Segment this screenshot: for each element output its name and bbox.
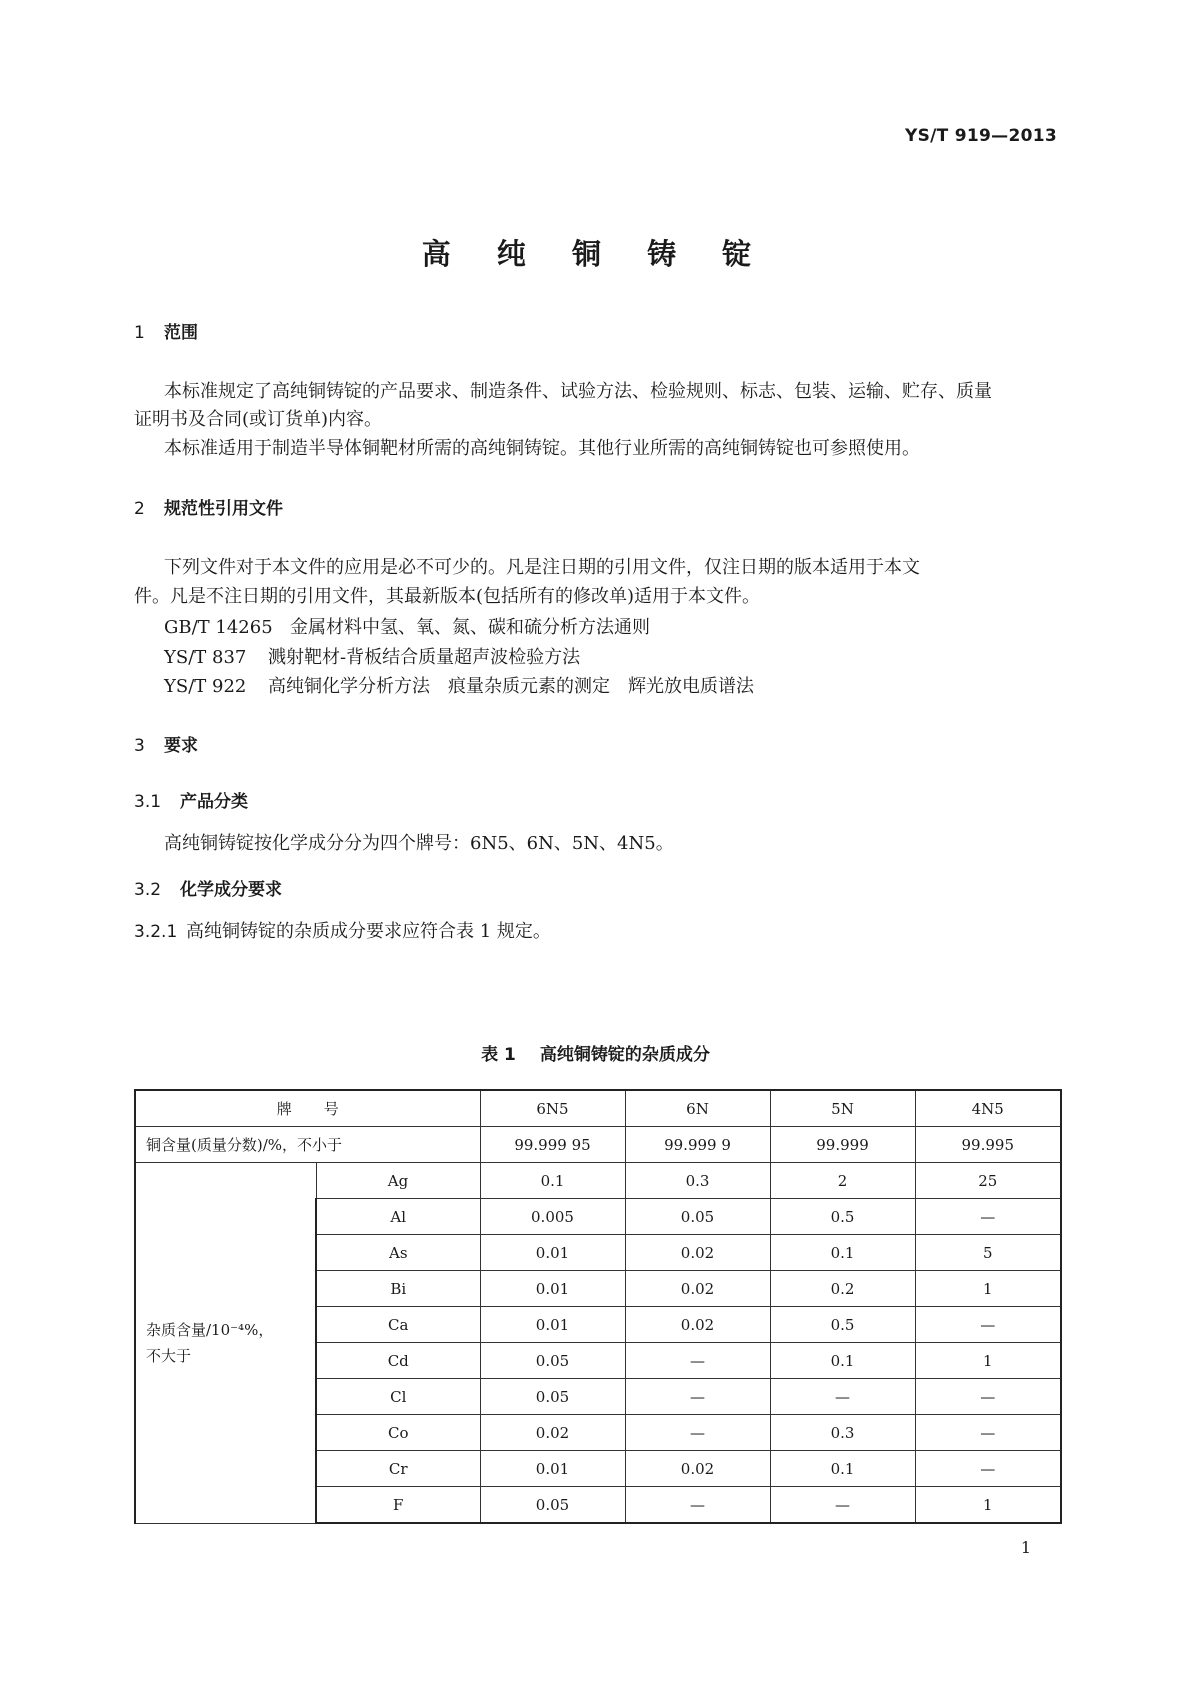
value-cell: 0.3 [625,1163,770,1199]
table-caption-label: 表 1 [481,1045,516,1065]
impurity-label-line: 不大于 [146,1346,192,1365]
value-cell: 0.02 [625,1235,770,1271]
reference-title: 金属材料中氢、氧、氮、碳和硫分析方法通则 [290,617,650,638]
value-cell: 5 [915,1235,1061,1271]
reference-title: 溅射靶材-背板结合质量超声波检验方法 [268,647,581,668]
value-cell: 0.02 [625,1271,770,1307]
element-cell: Ag [316,1163,480,1199]
value-cell: 0.3 [770,1415,915,1451]
value-cell: 0.01 [480,1235,625,1271]
value-cell: 0.05 [480,1343,625,1379]
value-cell: 0.5 [770,1199,915,1235]
clause-text: 高纯铜铸锭的杂质成分要求应符合表 1 规定。 [186,921,551,942]
value-cell: 0.5 [770,1307,915,1343]
grade-cell: 5N [770,1090,915,1127]
section-2-heading [134,494,283,519]
section-title: 化学成分要求 [180,880,282,900]
value-cell: — [915,1307,1061,1343]
value-cell: 0.05 [625,1199,770,1235]
value-cell: 2 [770,1163,915,1199]
page-number: 1 [1020,1538,1031,1557]
impurity-group-label [135,1163,316,1524]
section-3-2-heading [134,875,282,900]
copper-value: 99.999 9 [625,1127,770,1163]
value-cell: — [915,1451,1061,1487]
value-cell: 0.05 [480,1379,625,1415]
value-cell: 25 [915,1163,1061,1199]
section-number: 1 [134,323,145,343]
scope-paragraph-1-line-1: 本标准规定了高纯铜铸锭的产品要求、制造条件、试验方法、检验规则、标志、包装、运输、贮存、质量 [164,381,992,402]
element-cell: Co [316,1415,480,1451]
impurity-label-line: 杂质含量/10⁻⁴%， [146,1320,274,1339]
reference-title: 高纯铜化学分析方法 痕量杂质元素的测定 辉光放电质谱法 [268,676,754,697]
element-cell: Ca [316,1307,480,1343]
clause-number: 3.2.1 [134,922,178,942]
references-intro-line-1: 下列文件对于本文件的应用是必不可少的。凡是注日期的引用文件，仅注日期的版本适用于本文 [164,557,920,578]
reference-code: YS/T 922 [164,676,247,697]
copper-value: 99.999 [770,1127,915,1163]
value-cell: 0.01 [480,1271,625,1307]
scope-paragraph-1-line-2: 证明书及合同(或订货单)内容。 [134,409,383,430]
element-cell: Al [316,1199,480,1235]
table-caption-title: 高纯铜铸锭的杂质成分 [539,1045,710,1065]
value-cell: 0.02 [625,1307,770,1343]
value-cell: 0.05 [480,1487,625,1524]
reference-item [164,612,650,644]
grade-header-char: 号 [323,1100,339,1118]
value-cell: 0.01 [480,1451,625,1487]
element-cell: Cl [316,1379,480,1415]
section-number: 3 [134,736,145,756]
section-3-heading [134,731,198,756]
value-cell: — [770,1379,915,1415]
section-number: 3.2 [134,880,162,900]
value-cell: 0.01 [480,1307,625,1343]
value-cell: 0.1 [480,1163,625,1199]
value-cell: — [625,1487,770,1524]
section-title: 范围 [164,323,198,343]
element-cell: Cd [316,1343,480,1379]
reference-code: GB/T 14265 [164,617,273,638]
value-cell: 1 [915,1343,1061,1379]
table-header-row [135,1090,1061,1127]
value-cell: — [625,1415,770,1451]
value-cell: 1 [915,1487,1061,1524]
value-cell: 0.2 [770,1271,915,1307]
value-cell: 1 [915,1271,1061,1307]
reference-item [164,671,754,703]
value-cell: 0.1 [770,1235,915,1271]
clause-3-2-1 [134,916,551,948]
references-intro-line-2: 件。凡是不注日期的引用文件，其最新版本(包括所有的修改单)适用于本文件。 [134,586,761,607]
value-cell: 0.02 [480,1415,625,1451]
value-cell: 0.1 [770,1451,915,1487]
element-cell: As [316,1235,480,1271]
section-number: 2 [134,499,145,519]
value-cell: — [915,1199,1061,1235]
section-number: 3.1 [134,792,162,812]
product-classification-paragraph: 高纯铜铸锭按化学成分分为四个牌号：6N5、6N、5N、4N5。 [164,833,674,854]
copper-value: 99.995 [915,1127,1061,1163]
element-cell: Cr [316,1451,480,1487]
reference-code: YS/T 837 [164,647,247,668]
table-caption [0,1040,1191,1065]
section-title: 产品分类 [180,792,248,812]
grade-cell: 6N [625,1090,770,1127]
table-row [135,1163,1061,1199]
element-cell: Bi [316,1271,480,1307]
grade-cell: 6N5 [480,1090,625,1127]
value-cell: — [625,1343,770,1379]
impurity-table [134,1089,1062,1524]
reference-item [164,642,580,674]
section-title: 规范性引用文件 [164,499,283,519]
copper-content-row [135,1127,1061,1163]
value-cell: 0.02 [625,1451,770,1487]
grade-header-char: 牌 [276,1100,292,1118]
value-cell: 0.005 [480,1199,625,1235]
standard-number: YS/T 919—2013 [905,126,1057,146]
grade-header-cell [135,1090,480,1127]
value-cell: — [915,1379,1061,1415]
value-cell: — [625,1379,770,1415]
value-cell: — [770,1487,915,1524]
element-cell: F [316,1487,480,1524]
scope-paragraph-2: 本标准适用于制造半导体铜靶材所需的高纯铜铸锭。其他行业所需的高纯铜铸锭也可参照使用。 [164,438,920,459]
document-title: 高 纯 铜 铸 锭 [421,237,770,271]
value-cell: 0.1 [770,1343,915,1379]
grade-cell: 4N5 [915,1090,1061,1127]
section-3-1-heading [134,787,248,812]
copper-value: 99.999 95 [480,1127,625,1163]
copper-content-label: 铜含量(质量分数)/%，不小于 [135,1127,480,1163]
section-title: 要求 [164,736,198,756]
value-cell: — [915,1415,1061,1451]
section-1-heading [134,318,198,343]
